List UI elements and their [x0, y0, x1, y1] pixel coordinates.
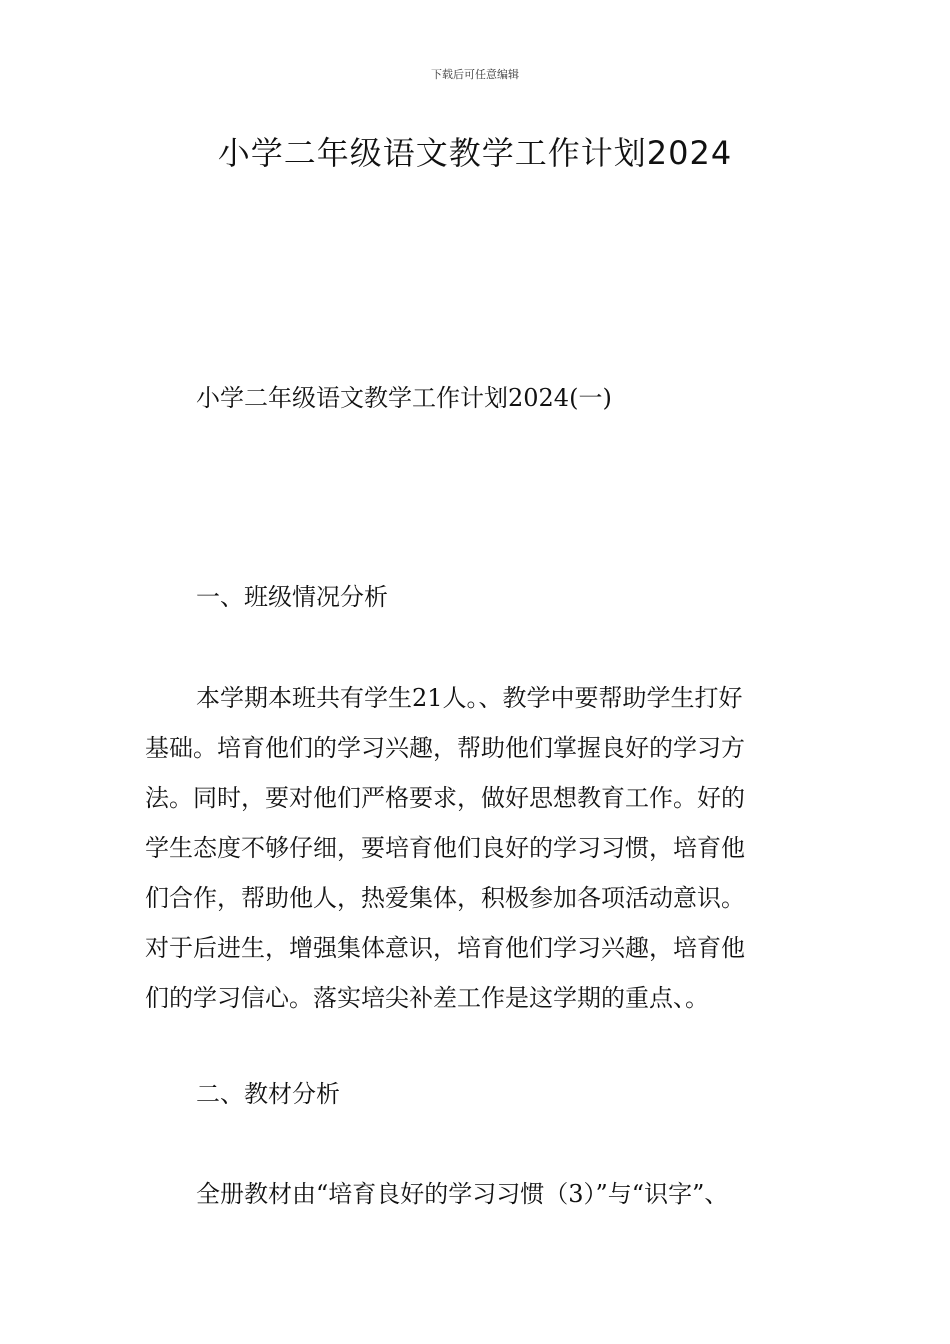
paragraph-line: 基础。培育他们的学习兴趣，帮助他们掌握良好的学习方 [145, 734, 745, 762]
paragraph-line: 们合作，帮助他人，热爱集体，积极参加各项活动意识。 [145, 884, 745, 912]
document-title: 小学二年级语文教学工作计划2024 [217, 134, 733, 172]
header-note: 下载后可任意编辑 [431, 68, 519, 81]
paragraph-line: 学生态度不够仔细，要培育他们良好的学习习惯，培育他 [145, 834, 745, 862]
section-paragraph-class-analysis [145, 673, 809, 1023]
paragraph-line: 本学期本班共有学生21人。、教学中要帮助学生打好 [196, 684, 743, 712]
section-heading-class-analysis: 一、班级情况分析 [196, 583, 388, 611]
document-subtitle: 小学二年级语文教学工作计划2024(一) [196, 384, 612, 412]
section-paragraph-textbook-analysis [145, 1169, 809, 1219]
paragraph-line: 法。同时，要对他们严格要求，做好思想教育工作。好的 [145, 784, 745, 812]
paragraph-line: 对于后进生，增强集体意识，培育他们学习兴趣，培育他 [145, 934, 745, 962]
paragraph-line: 全册教材由“培育良好的学习习惯（3）”与“识字”、 [196, 1180, 729, 1208]
paragraph-line: 们的学习信心。落实培尖补差工作是这学期的重点、。 [145, 984, 709, 1012]
section-heading-textbook-analysis: 二、教材分析 [196, 1080, 340, 1108]
